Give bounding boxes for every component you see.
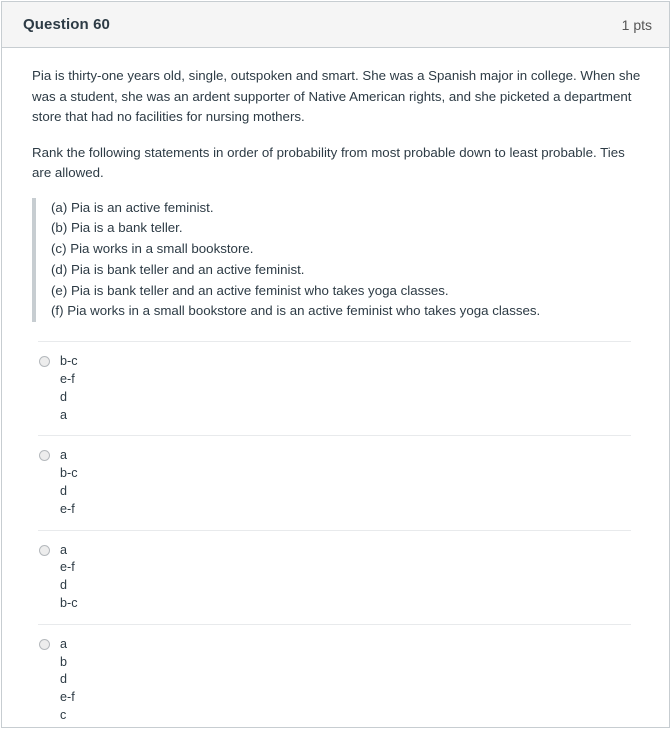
answer-line: e-f bbox=[60, 372, 75, 387]
answer-option-3[interactable] bbox=[38, 530, 631, 624]
radio-unselected-icon[interactable] bbox=[39, 356, 50, 367]
statement-item: (a) Pia is an active feminist. bbox=[51, 199, 214, 215]
answer-line: d bbox=[60, 484, 68, 499]
answer-line: d bbox=[60, 578, 68, 593]
answer-option-1-text bbox=[60, 353, 78, 424]
answer-line: a bbox=[60, 407, 68, 422]
answer-option-3-text bbox=[60, 542, 78, 613]
answer-option-1[interactable] bbox=[38, 341, 631, 435]
radio-unselected-icon[interactable] bbox=[39, 639, 50, 650]
question-card bbox=[1, 1, 670, 728]
answer-line: d bbox=[60, 672, 68, 687]
answer-line: b-c bbox=[60, 354, 78, 369]
statement-item: (d) Pia is bank teller and an active feminist. bbox=[51, 261, 305, 277]
answer-line: a bbox=[60, 542, 68, 557]
answer-option-4-text bbox=[60, 636, 75, 725]
question-title: Question 60 bbox=[23, 16, 110, 33]
answer-line: b bbox=[60, 654, 68, 669]
answer-line: c bbox=[60, 708, 67, 723]
statement-list bbox=[32, 198, 647, 323]
answer-line: b-c bbox=[60, 466, 78, 481]
question-points: 1 pts bbox=[621, 16, 652, 33]
radio-unselected-icon[interactable] bbox=[39, 450, 50, 461]
scenario-paragraph: Pia is thirty-one years old, single, outspoken and smart. She was a Spanish major in college. When she was a student, she was an ardent supporter of Native American rights, and she picketed a department store that had no facilities for nursing mothers. bbox=[32, 68, 641, 124]
answer-option-4[interactable] bbox=[38, 624, 631, 728]
answer-line: e-f bbox=[60, 690, 75, 705]
answer-line: e-f bbox=[60, 501, 75, 516]
answer-line: d bbox=[60, 389, 68, 404]
answer-option-2-text bbox=[60, 447, 78, 518]
statement-item: (f) Pia works in a small bookstore and is an active feminist who takes yoga classes. bbox=[51, 303, 541, 319]
statement-item: (b) Pia is a bank teller. bbox=[51, 220, 183, 236]
answer-line: a bbox=[60, 636, 68, 651]
question-header bbox=[2, 2, 669, 48]
answer-line: a bbox=[60, 448, 68, 463]
radio-unselected-icon[interactable] bbox=[39, 545, 50, 556]
answer-line: e-f bbox=[60, 560, 75, 575]
statement-item: (e) Pia is bank teller and an active feminist who takes yoga classes. bbox=[51, 282, 449, 298]
answer-line: b-c bbox=[60, 596, 78, 611]
answer-options bbox=[32, 341, 647, 728]
instruction-paragraph: Rank the following statements in order of probability from most probable down to least probable. Ties are allowed. bbox=[32, 144, 625, 180]
answer-option-2[interactable] bbox=[38, 435, 631, 529]
statement-item: (c) Pia works in a small bookstore. bbox=[51, 241, 254, 257]
question-body bbox=[2, 48, 669, 728]
